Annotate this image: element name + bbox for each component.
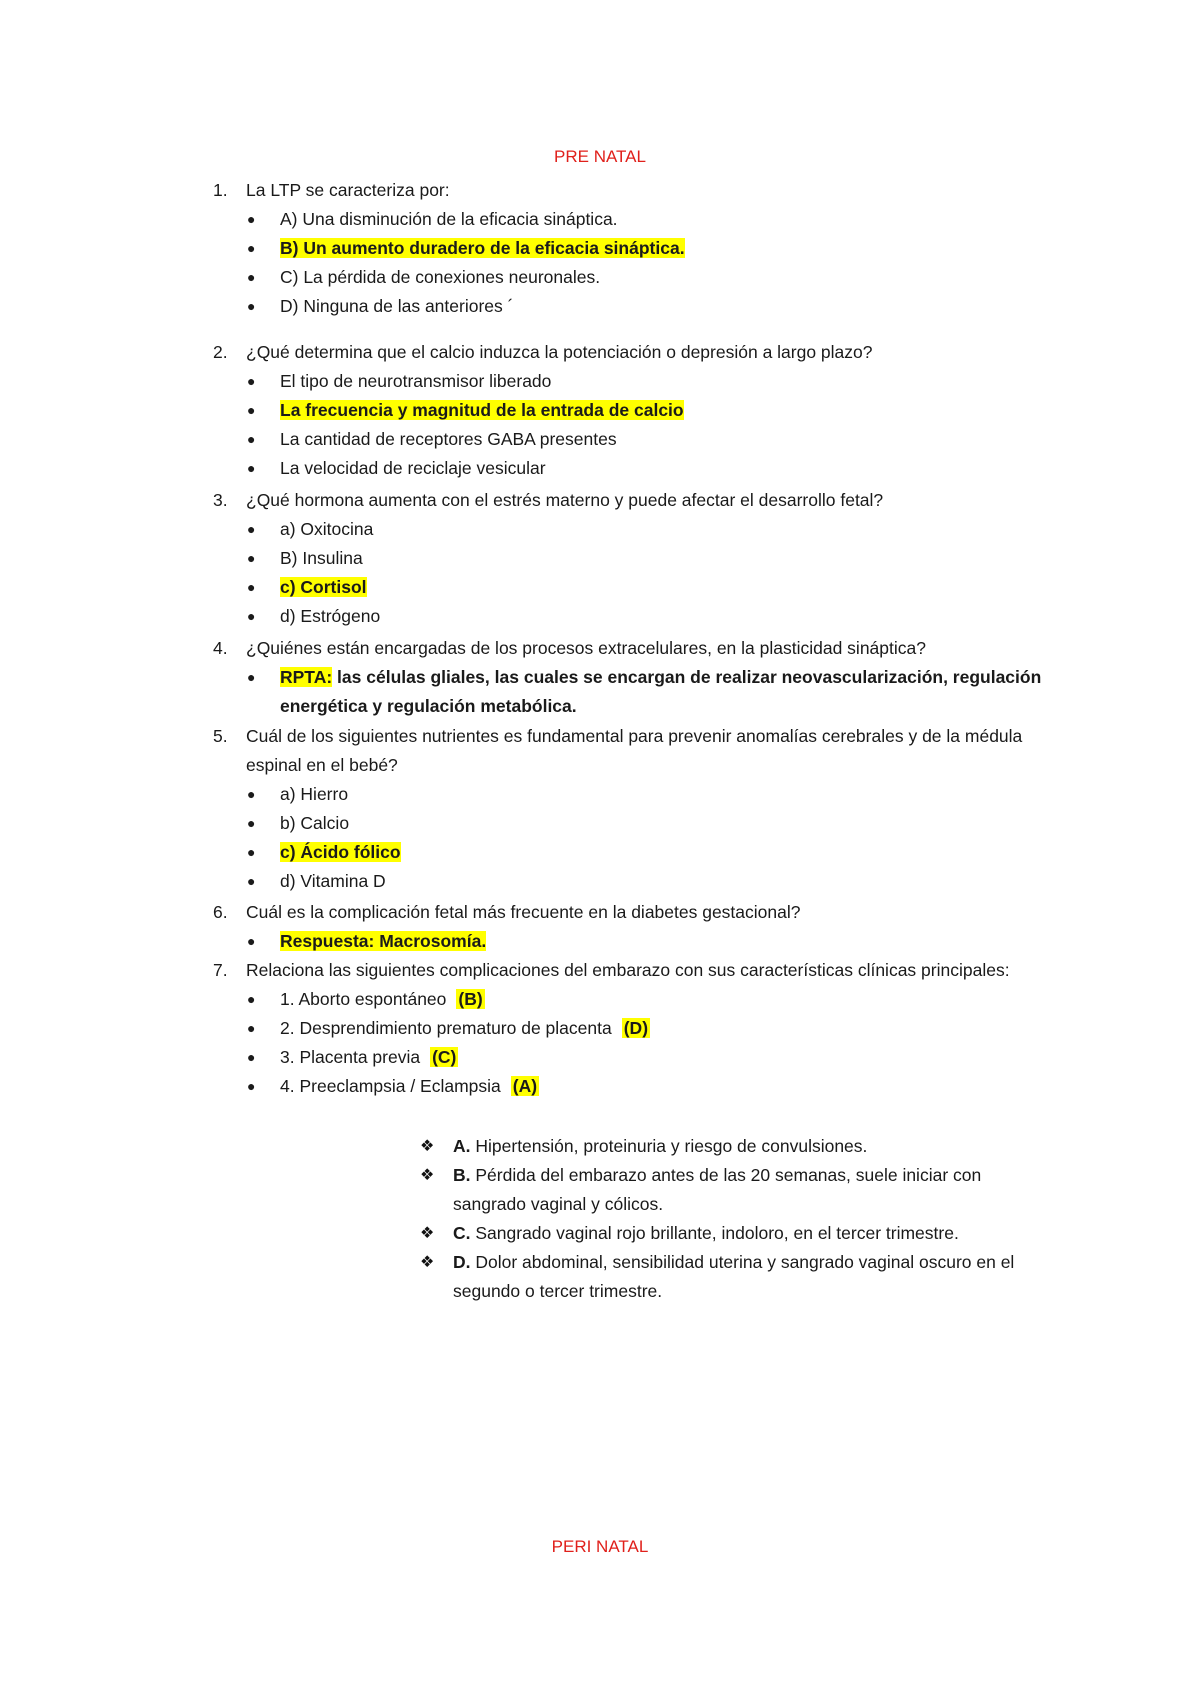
option-item	[247, 515, 1043, 544]
option-item	[247, 544, 1043, 573]
question-number: 3.	[213, 490, 228, 510]
match-text: 1. Aborto espontáneo	[280, 989, 447, 1009]
question-number: 4.	[213, 638, 228, 658]
bullet-icon: ●	[247, 608, 256, 624]
option-item	[247, 205, 1043, 234]
question-text: Relaciona las siguientes complicaciones del embarazo con sus características clínicas principales:	[246, 960, 1010, 980]
definition-letter: B.	[453, 1165, 471, 1185]
match-item	[247, 985, 1043, 1014]
option-item	[247, 780, 1043, 809]
option-text: c) Cortisol	[280, 577, 367, 597]
bullet-icon: ●	[247, 1049, 256, 1065]
definition-letter: A.	[453, 1136, 471, 1156]
option-item-correct	[247, 396, 1043, 425]
match-answer-badge: (B)	[458, 989, 483, 1009]
match-text: 2. Desprendimiento prematuro de placenta	[280, 1018, 612, 1038]
bullet-icon: ●	[247, 298, 256, 314]
question-number: 5.	[213, 726, 228, 746]
option-item-correct	[247, 573, 1043, 602]
match-answer-badge: (A)	[512, 1076, 538, 1096]
question-number: 6.	[213, 902, 228, 922]
bullet-icon: ●	[247, 431, 256, 447]
option-text: a) Oxitocina	[280, 519, 374, 539]
option-item-correct	[247, 927, 1043, 956]
option-item	[247, 263, 1043, 292]
option-item	[247, 602, 1043, 631]
option-text: d) Vitamina D	[280, 871, 386, 891]
bullet-icon: ●	[247, 521, 256, 537]
question-text: Cuál de los siguientes nutrientes es fundamental para prevenir anomalías cerebrales y de la médula espinal en el bebé?	[246, 726, 1023, 775]
question-2	[213, 338, 1043, 483]
bullet-icon: ●	[247, 240, 256, 256]
option-text: c) Ácido fólico	[280, 842, 401, 862]
question-6	[213, 898, 1043, 956]
question-text: ¿Quiénes están encargadas de los procesos extracelulares, en la plasticidad sináptica?	[246, 638, 926, 658]
bullet-icon: ●	[247, 669, 256, 685]
option-text: d) Estrógeno	[280, 606, 381, 626]
option-item	[247, 454, 1043, 483]
option-text: B) Un aumento duradero de la eficacia sináptica.	[280, 238, 685, 258]
match-item	[247, 1072, 1043, 1101]
option-text: La velocidad de reciclaje vesicular	[280, 458, 546, 478]
option-text: A) Una disminución de la eficacia sináptica.	[280, 209, 618, 229]
option-item-correct	[247, 234, 1043, 263]
next-section-title: PERI NATAL	[551, 1537, 649, 1556]
bullet-icon: ●	[247, 402, 256, 418]
match-answer-badge: (D)	[623, 1018, 649, 1038]
question-text: La LTP se caracteriza por:	[246, 180, 450, 200]
option-text: Respuesta: Macrosomía.	[280, 931, 487, 951]
option-item	[247, 367, 1043, 396]
bullet-icon: ●	[247, 933, 256, 949]
bullet-icon: ●	[247, 1078, 256, 1094]
question-text: Cuál es la complicación fetal más frecuente en la diabetes gestacional?	[246, 902, 801, 922]
bullet-icon: ●	[247, 373, 256, 389]
option-item	[247, 867, 1043, 896]
option-text: C) La pérdida de conexiones neuronales.	[280, 267, 601, 287]
definition-letter: C.	[453, 1223, 471, 1243]
question-7	[213, 956, 1043, 1101]
option-text: a) Hierro	[280, 784, 349, 804]
question-5	[213, 722, 1043, 896]
definition-item	[420, 1219, 1020, 1248]
match-text: 4. Preeclampsia / Eclampsia	[280, 1076, 501, 1096]
diamond-bullet-icon: ❖	[420, 1254, 435, 1271]
option-text: D) Ninguna de las anteriores ´	[280, 296, 514, 316]
option-text: La cantidad de receptores GABA presentes	[280, 429, 617, 449]
bullet-icon: ●	[247, 844, 256, 860]
bullet-icon: ●	[247, 815, 256, 831]
bullet-icon: ●	[247, 873, 256, 889]
definition-text: Sangrado vaginal rojo brillante, indoloro, en el tercer trimestre.	[475, 1223, 959, 1243]
bullet-icon: ●	[247, 460, 256, 476]
question-3	[213, 486, 1043, 631]
option-item	[247, 292, 1043, 321]
bullet-icon: ●	[247, 579, 256, 595]
question-number: 2.	[213, 342, 228, 362]
definition-item	[420, 1248, 1020, 1306]
answer-label: RPTA:	[280, 667, 333, 687]
bullet-icon: ●	[247, 1020, 256, 1036]
match-item	[247, 1014, 1043, 1043]
bullet-icon: ●	[247, 786, 256, 802]
option-item	[247, 809, 1043, 838]
diamond-bullet-icon: ❖	[420, 1138, 435, 1155]
definitions-list	[0, 1132, 1200, 1306]
definition-text: Hipertensión, proteinuria y riesgo de convulsiones.	[475, 1136, 868, 1156]
definition-letter: D.	[453, 1252, 471, 1272]
option-item-correct	[247, 838, 1043, 867]
answer-item	[247, 663, 1043, 721]
bullet-icon: ●	[247, 550, 256, 566]
diamond-bullet-icon: ❖	[420, 1225, 435, 1242]
match-answer-badge: (C)	[432, 1047, 457, 1067]
bullet-icon: ●	[247, 991, 256, 1007]
question-number: 1.	[213, 180, 228, 200]
option-text: El tipo de neurotransmisor liberado	[280, 371, 552, 391]
option-text: b) Calcio	[280, 813, 350, 833]
match-item	[247, 1043, 1043, 1072]
page-title: PRE NATAL	[554, 147, 646, 166]
match-text: 3. Placenta previa	[280, 1047, 421, 1067]
bullet-icon: ●	[247, 269, 256, 285]
definition-text: Pérdida del embarazo antes de las 20 semanas, suele iniciar con sangrado vaginal y cólicos.	[453, 1165, 982, 1214]
definition-item	[420, 1132, 1020, 1161]
question-1	[213, 176, 1043, 321]
definition-text: Dolor abdominal, sensibilidad uterina y sangrado vaginal oscuro en el segundo o tercer trimestre.	[453, 1252, 1015, 1301]
diamond-bullet-icon: ❖	[420, 1167, 435, 1184]
option-text: La frecuencia y magnitud de la entrada de calcio	[280, 400, 684, 420]
bullet-icon: ●	[247, 211, 256, 227]
question-4	[213, 634, 1043, 721]
question-number: 7.	[213, 960, 228, 980]
option-text: B) Insulina	[280, 548, 363, 568]
question-text: ¿Qué determina que el calcio induzca la potenciación o depresión a largo plazo?	[246, 342, 873, 362]
option-item	[247, 425, 1043, 454]
answer-text: las células gliales, las cuales se encargan de realizar neovascularización, regulación energética y regulación metabólica.	[280, 667, 1042, 716]
question-text: ¿Qué hormona aumenta con el estrés materno y puede afectar el desarrollo fetal?	[246, 490, 884, 510]
definition-item	[420, 1161, 1020, 1219]
